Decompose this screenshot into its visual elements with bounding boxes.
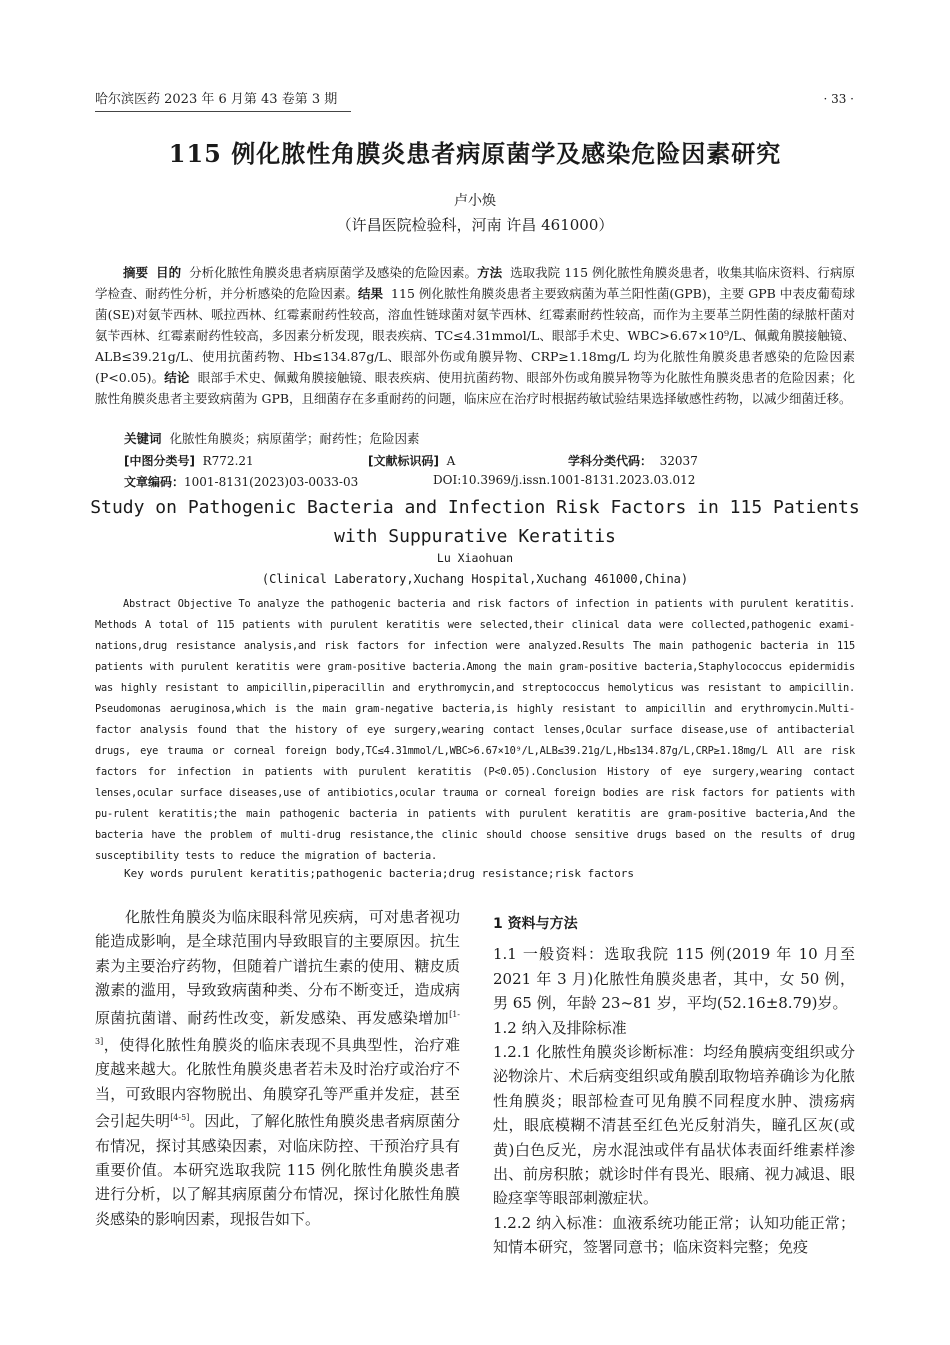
abstract-label: 摘要 [123,265,149,280]
objective-text: 分析化脓性角膜炎患者病原菌学及感染的危险因素。 [189,265,478,280]
affiliation: （许昌医院检验科，河南 许昌 461000） [336,216,614,234]
results-text: 115 例化脓性角膜炎患者主要致病菌为革兰阳性菌(GPB)，主要 GPB 中表皮葡萄球菌(SE)对氨苄西林、哌拉西林、红霉素耐药性较高，溶血性链球菌对氨苄西林、红霉素耐药性较高，而作为主要革兰阴性菌的绿脓杆菌对氨苄西林、红霉素耐药性较高，多因素分析发现，眼表疾病、TC≤4.31mmol/L、眼部手术史、WBC>6.67×10⁹/L、佩戴角膜接触镜、ALB≤39.21g/L、使用抗菌药物、Hb≤134.87g/L、眼部外伤或角膜异物、CRP≥1.18mg/L 均为化脓性角膜炎患者感染的危险因素(P<0.05)。 [95,286,855,385]
paragraph-1-2-2: 1.2.2 纳入标准：血液系统功能正常；认知功能正常；知情本研究，签署同意书；临床资料完整；免疫 [493,1213,855,1257]
conclusion-label: 结论 [164,370,190,385]
body-left-column: 化脓性角膜炎为临床眼科常见疾病，可对患者视功能造成影响，是全球范围内导致眼盲的主要原因。抗生素为主要治疗药物，但随着广谱抗生素的使用、糖皮质激素的滥用，导致致病菌种类、分布不断变迁，造成病原菌抗菌谱、耐药性改变，新发感染、再发感染增加[1-3]，使得化脓性角膜炎的临床表现不具典型性，治疗难度越来越大。化脓性角膜炎患者若未及时治疗或治疗不当，可致眼内容物脱出、角膜穿孔等严重并发症，甚至会引起失明[4-5]。因此，了解化脓性角膜炎患者病原菌分布情况，探讨其感染因素，对临床防控、干预治疗具有重要价值。本研究选取我院 115 例化脓性角膜炎患者进行分析，以了解其病原菌分布情况，探讨化脓性角膜炎感染的影响因素，现报告如下。 [95,908,460,1228]
keywords-zh [124,429,419,447]
abstract-zh [95,262,855,409]
doi: DOI:10.3969/j.issn.1001-8131.2023.03.012 [433,473,696,487]
english-title-line1: Study on Pathogenic Bacteria and Infection Risk Factors in 115 Patients [90,497,860,518]
objective-label: 目的 [156,265,182,280]
keywords-text: 化脓性角膜炎；病原菌学；耐药性；危险因素 [169,431,420,446]
english-title [0,493,950,551]
subsection-heading: 1.2 纳入及排除标准 [493,1018,627,1037]
methods-text: 选取我院 115 例化脓性角膜炎患者，收集其临床资料、行病原学检查、耐药性分析，并分析感染的危险因素。 [95,265,855,301]
abstract-en-text: Abstract Objective To analyze the pathogenic bacteria and risk factors of infection in patients with purulent keratitis. Methods A total of 115 patients with purulent keratitis were selected,their clinical data were collected,pathogenic exami-nations,drug resistance analysis,and risk factors for infection were analyzed.Results The main pathogenic bacteria in 115 patients with purulent keratitis were gram-positive bacteria.Among the main gram-positive bacteria,Staphylococcus epidermidis was highly resistant to ampicillin,piperacillin and erythromycin,and streptococcus hemolyticus was resistant to ampicillin. Pseudomonas aeruginosa,which is the main gram-negative bacteria,is highly resistant to ampicillin and erythromycin.Multi-factor analysis found that the history of eye surgery,wearing contact lenses,Ocular surface disease,use of antibacterial drugs, eye trauma or corneal foreign body,TC≤4.31mmol/L,WBC>6.67×10⁹/L,ALB≤39.21g/L,Hb≤134.87g/L,CRP≥1.18mg/L All are risk factors for infection in patients with purulent keratitis (P<0.05).Conclusion History of eye surgery,wearing contact lenses,ocular surface diseases,use of antibiotics,ocular trauma or corneal foreign bodies are risk factors for patients with pu-rulent keratitis;the main pathogenic bacteria in patients with purulent keratitis are gram-positive bacteria,And the bacteria have the problem of multi-drug resistance,the clinic should choose sensitive drugs based on the results of drug susceptibility tests to reduce the migration of bacteria. [95,598,855,862]
page-number: · 33 · [823,92,854,106]
citation-ref: [4-5] [170,1113,190,1123]
author: 卢小焕 [454,193,496,209]
citation-ref: [1-3] [95,1009,460,1047]
english-affiliation: (Clinical Laberatory,Xuchang Hospital,Xuchang 461000,China) [261,572,689,586]
header-rule [95,111,351,112]
english-author: Lu Xiaohuan [436,551,514,565]
methods-label: 方法 [477,265,503,280]
paragraph-1-1: 1.1 一般资料：选取我院 115 例(2019 年 10 月至 2021 年 3 月)化脓性角膜炎患者，其中，女 50 例，男 65 例，年龄 23~81 岁，平均(52.16±8.79)岁。 [493,945,855,1013]
abstract-en [95,594,855,867]
keywords-en: Key words purulent keratitis;pathogenic bacteria;drug resistance;risk factors [124,867,634,880]
journal-header: 哈尔滨医药 2023 年 6 月第 43 卷第 3 期 [95,92,338,107]
doc-code: [文献标识码] A [368,454,456,468]
paragraph-1-2-1: 1.2.1 化脓性角膜炎诊断标准：均经角膜病变组织或分泌物涂片、术后病变组织或角膜刮取物培养确诊为化脓性角膜炎；眼部检查可见角膜不同程度水肿、溃疡病灶，眼底模糊不清甚至红色光反射消失，瞳孔区灰(或黄)白色反光，房水混浊或伴有晶状体表面纤维素样渗出、前房积脓；就诊时伴有畏光、眼痛、视力减退、眼睑痉挛等眼部刺激症状。 [493,1043,855,1208]
keywords-label: 关键词 [124,431,162,446]
conclusion-text: 眼部手术史、佩戴角膜接触镜、眼表疾病、使用抗菌药物、眼部外伤或角膜异物等为化脓性角膜炎患者的危险因素；化脓性角膜炎患者主要致病菌为 GPB，且细菌存在多重耐药的问题，临床应在治疗时根据药敏试验结果选择敏感性药物，以减少细菌迁移。 [95,370,855,406]
subject-code: 学科分类代码： 32037 [568,454,698,468]
article-code: 文章编码：1001-8131(2023)03-0033-03 [124,475,359,489]
section-heading: 1 资料与方法 [493,916,578,932]
results-label: 结果 [358,286,384,301]
clc: [中图分类号] R772.21 [124,454,254,468]
body-right-column [493,912,855,1260]
paper-title: 115 例化脓性角膜炎患者病原菌学及感染危险因素研究 [168,139,782,168]
english-title-line2: with Suppurative Keratitis [334,526,616,547]
